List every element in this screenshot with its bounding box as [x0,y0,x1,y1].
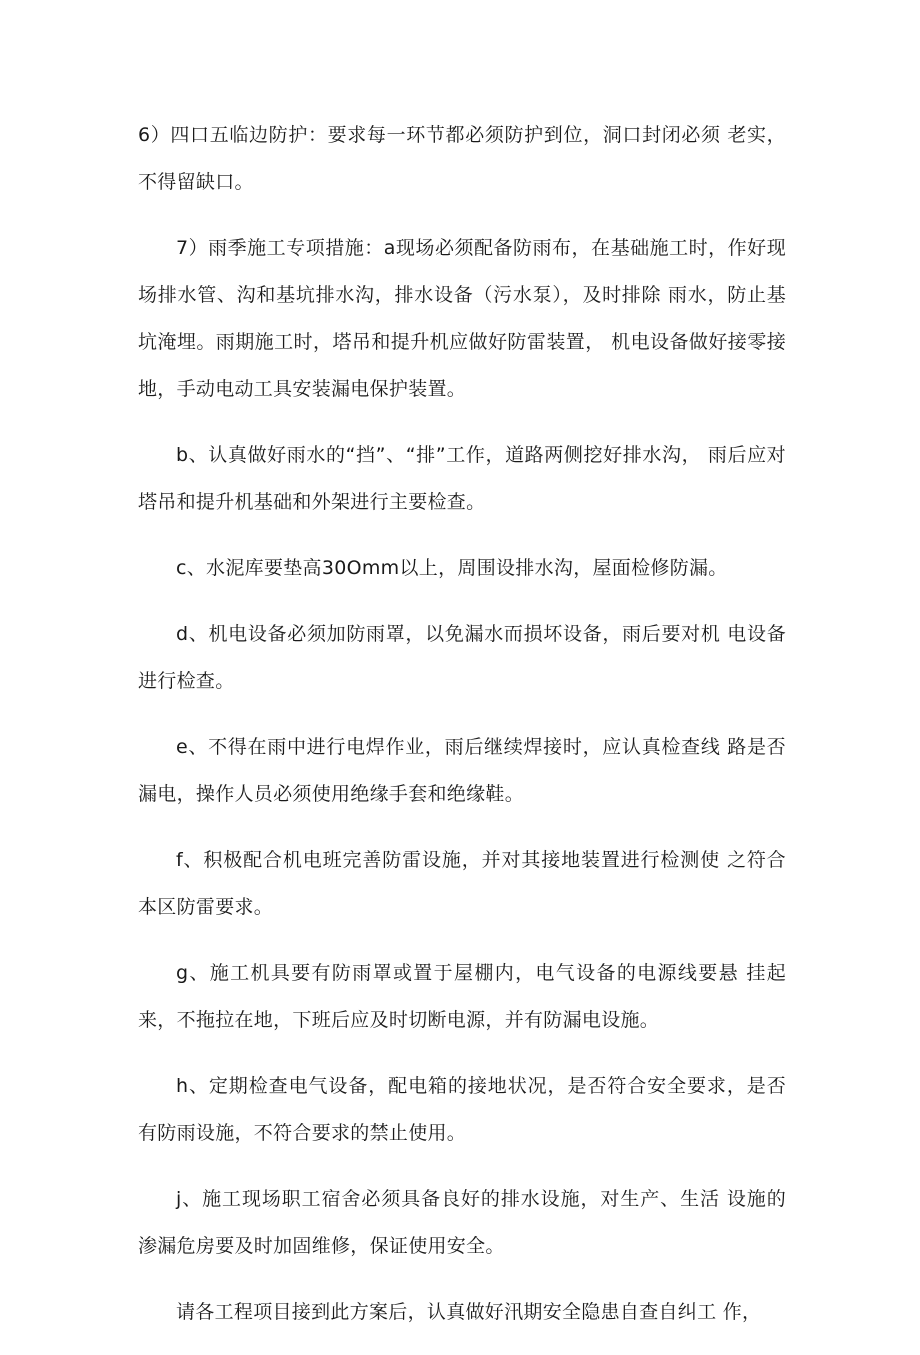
paragraph-item-f: f、积极配合机电班完善防雷设施，并对其接地装置进行检测使 之符合本区防雷要求。 [138,849,786,918]
paragraph-item-7: 7）雨季施工专项措施：a现场必须配备防雨布，在基础施工时，作好现场排水管、沟和基坑排水沟，排水设备（污水泵），及时排除 雨水，防止基坑淹埋。雨期施工时，塔吊和提升机应做好防雷装置， 机电设备做好接零接地，手动电动工具安装漏电保护装置。 [138,237,786,400]
paragraph-item-g: g、施工机具要有防雨罩或置于屋棚内，电气设备的电源线要悬 挂起来，不拖拉在地，下班后应及时切断电源，并有防漏电设施。 [138,962,786,1031]
paragraph-item-e: e、不得在雨中进行电焊作业，雨后继续焊接时，应认真检查线 路是否漏电，操作人员必须使用绝缘手套和绝缘鞋。 [138,736,786,805]
paragraph-item-h: h、定期检查电气设备，配电箱的接地状况，是否符合安全要求，是否有防雨设施，不符合要求的禁止使用。 [138,1075,786,1144]
paragraph-item-j: j、施工现场职工宿舍必须具备良好的排水设施，对生产、生活 设施的渗漏危房要及时加固维修，保证使用安全。 [138,1188,786,1257]
paragraph-closing: 请各工程项目接到此方案后，认真做好汛期安全隐患自查自纠工 作， [176,1301,762,1323]
paragraph-item-d: d、机电设备必须加防雨罩，以免漏水而损坏设备，雨后要对机 电设备进行检查。 [138,623,786,692]
paragraph-item-6: 6）四口五临边防护：要求每一环节都必须防护到位，洞口封闭必须 老实，不得留缺口。 [138,124,786,193]
paragraph-item-c: c、水泥库要垫高30Omm以上，周围设排水沟，屋面检修防漏。 [176,557,728,579]
document-page [138,112,786,1355]
paragraph-item-b: b、认真做好雨水的“挡”、“排”工作，道路两侧挖好排水沟， 雨后应对塔吊和提升机基础和外架进行主要检查。 [138,444,786,513]
